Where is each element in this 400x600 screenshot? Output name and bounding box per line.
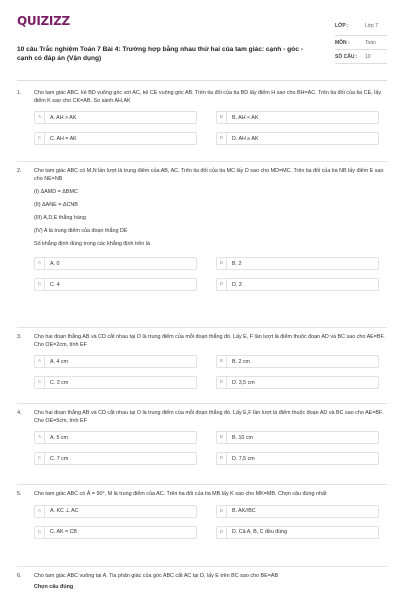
question-number: 1. [17,90,22,96]
answer-options [34,257,387,291]
option-c[interactable] [34,452,197,465]
statement-3: (III) A,D,E thẳng hàng [34,215,86,221]
option-a[interactable] [34,505,197,518]
option-text: B. 10 cm [232,434,253,441]
answer-options [34,355,387,389]
class-value: Lớp 7 [365,22,379,29]
option-d[interactable] [216,376,379,389]
worksheet-header [17,14,387,84]
option-text: C. 4 [50,281,60,288]
option-letter: D [217,377,227,388]
question-text: Cho hai đoạn thẳng AB và CD cắt nhau tại O là trung điểm của mỗi đoạn thẳng đó. Lấy E,F lần lượt là điểm thuộc đoạn AD và BC sao cho AE=BF. Cho OE=5cm, tính EF [34,410,384,424]
option-letter: D [217,453,227,464]
count-label: SỐ CÂU : [335,53,358,60]
option-letter: B [217,506,227,517]
option-letter: A [35,258,45,269]
option-letter: C [35,527,45,538]
question-divider [17,161,387,162]
option-text: D. 7,5 cm [232,455,255,462]
option-text: D. AH ≥ AK [232,135,259,142]
question-number: 3. [17,334,22,340]
question-1 [17,90,387,145]
option-letter: A [35,506,45,517]
question-5 [17,491,387,539]
option-text: C. AH = AK [50,135,77,142]
quizizz-logo: QUIZIZZ [17,14,70,28]
question-3 [17,334,387,389]
count-value: 10 [365,53,371,60]
option-text: B. 2 cm [232,358,250,365]
subject-label: MÔN : [335,39,350,46]
option-b[interactable] [216,431,379,444]
option-letter: D [217,133,227,144]
option-text: C. 7 cm [50,455,69,462]
header-divider [17,80,387,81]
answer-options [34,505,387,539]
meta-class-row [335,16,387,36]
option-text: B. AK//BC [232,508,256,514]
option-text: D. 3 [232,281,242,288]
question-text: Cho tam giác ABC có Â = 90°, M là trung điểm của AC. Trên tia đối của tia MB lấy K sao cho MK=MB. Chọn câu đúng nhất [34,491,327,497]
option-a[interactable] [34,431,197,444]
option-letter: B [217,432,227,443]
option-d[interactable] [216,526,379,539]
question-number: 4. [17,410,22,416]
statement-1: (I) ΔAMD = ΔBMC [34,189,78,195]
option-letter: C [35,279,45,290]
option-letter: A [35,432,45,443]
option-text: A. 4 cm [50,358,68,365]
option-letter: D [217,527,227,538]
option-d[interactable] [216,132,379,145]
option-letter: A [35,356,45,367]
statement-prompt: Số khẳng định đúng trong các khẳng định trên là [34,241,150,247]
worksheet-title: 10 câu Trắc nghiệm Toán 7 Bài 4: Trường hợp bằng nhau thứ hai của tam giác: cạnh - góc - cạnh có đáp án (Vận dụng) [17,46,303,62]
option-a[interactable] [34,257,197,270]
question-number: 2. [17,168,22,174]
option-letter: C [35,133,45,144]
question-text: Cho tam giác ABC vuông tại A. Tia phân giác của góc ABC cắt AC tại D, lấy E trên BC sao cho BE=AB [34,573,279,579]
option-text: A. 0 [50,260,60,267]
class-label: LỚP : [335,22,349,29]
question-divider [17,566,387,567]
meta-box [335,16,387,64]
option-letter: D [217,279,227,290]
option-b[interactable] [216,257,379,270]
option-text: A. AH > AK [50,114,77,121]
question-divider [17,403,387,404]
answer-options [34,431,387,465]
option-text: B. AH < AK [232,114,259,121]
option-text: D. 3,5 cm [232,379,255,386]
option-text: A. 5 cm [50,434,68,441]
option-c[interactable] [34,526,197,539]
option-d[interactable] [216,452,379,465]
option-letter: B [217,258,227,269]
option-d[interactable] [216,278,379,291]
option-text: A. KC ⊥ AC [50,508,79,514]
option-text: D. Cả A, B, C đều đúng [232,529,288,535]
question-divider [17,327,387,328]
option-a[interactable] [34,111,197,124]
question-number: 6. [17,573,22,579]
option-c[interactable] [34,376,197,389]
meta-subject-row [335,36,387,50]
option-b[interactable] [216,111,379,124]
option-a[interactable] [34,355,197,368]
question-6 [17,573,387,591]
option-text: C. 3 cm [50,379,69,386]
option-text: C. AK = CB [50,529,77,535]
option-letter: C [35,453,45,464]
question-divider [17,484,387,485]
question-4 [17,410,387,465]
question-text: Cho hai đoạn thẳng AB và CD cắt nhau tại O là trung điểm của mỗi đoạn thẳng đó. Lấy E, F lần lượt là điểm thuộc đoạn AD và BC sao cho AE=BF. Cho OE=2cm, tính EF [34,334,385,348]
question-text: Cho tam giác ABC, kẻ BD vuông góc với AC, kẻ CE vuông góc AB. Trên tia đối của tia BD lấy điểm H sao cho BH=AC. Trên tia đối của tia CE, lấy điểm K sao cho CK=AB. So sánh AH,AK [34,90,382,104]
option-text: B. 2 [232,260,242,267]
answer-options [34,111,387,145]
option-letter: C [35,377,45,388]
question-prompt: Chọn câu đúng [34,583,74,590]
option-letter: A [35,112,45,123]
meta-count-row [335,50,387,64]
statement-4: (IV) A là trung điểm của đoạn thẳng DE [34,228,128,234]
subject-value: Toán [365,39,376,46]
option-letter: B [217,356,227,367]
statement-2: (II) ΔANE = ΔCNB [34,202,78,208]
option-b[interactable] [216,505,379,518]
option-b[interactable] [216,355,379,368]
option-letter: B [217,112,227,123]
question-2 [17,168,387,291]
question-text: Cho tam giác ABC có M,N lần lượt là trung điểm của AB, AC. Trên tia đối của tia MC lấy D sao cho MD=MC. Trên tia đối của tia NB lấy điểm E sao cho NE=NB [34,168,384,182]
option-c[interactable] [34,278,197,291]
option-c[interactable] [34,132,197,145]
question-number: 5. [17,491,22,497]
